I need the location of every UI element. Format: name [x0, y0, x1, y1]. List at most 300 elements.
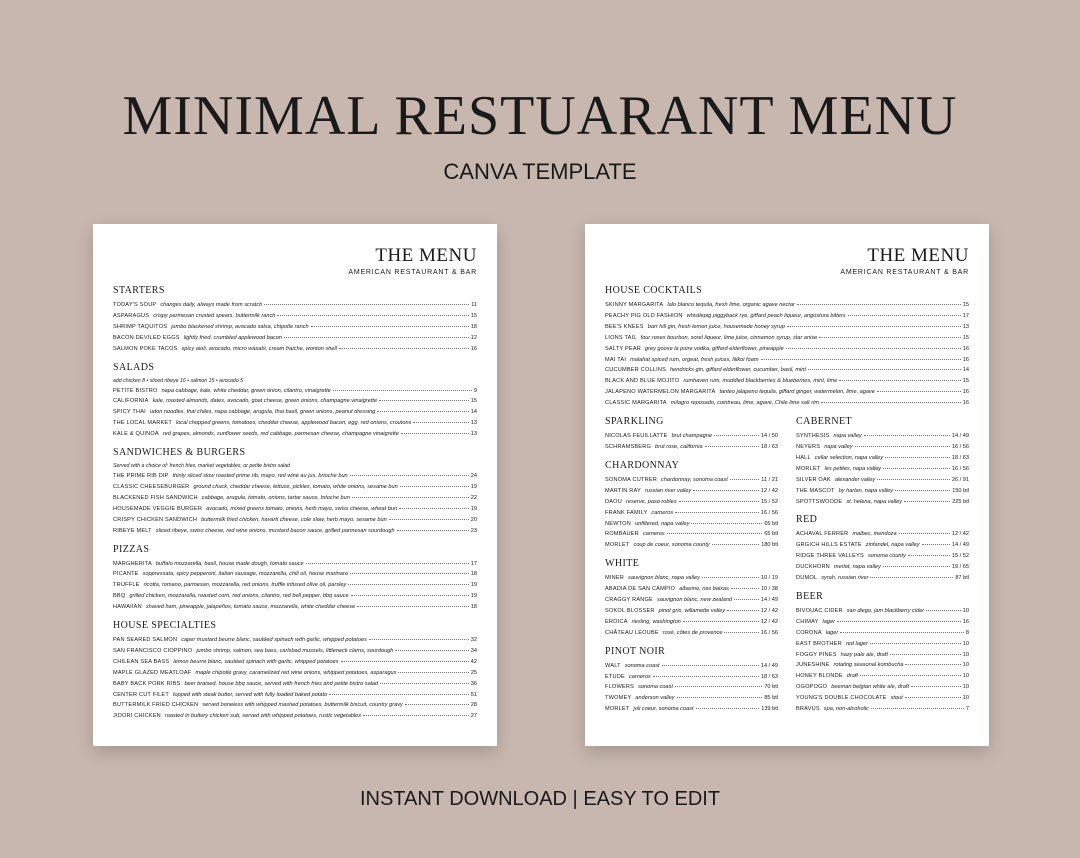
item-name: CLASSIC MARGARITA — [605, 400, 667, 407]
item-description: spicy aioli, avocado, micro wasabi, cream fraiche, wonton shell — [181, 345, 337, 352]
item-description: ricotta, romano, parmesan, mozzarella, red onions, truffle infused olive oil, parsley — [143, 582, 347, 589]
item-name: ABADIA DE SAN CAMPIO — [605, 586, 676, 593]
item-name: SAN FRANCISCO CIOPPINO — [113, 647, 193, 654]
item-description: lemon beurre blanc, sautéed spinach with garlic, whipped potatoes — [173, 658, 339, 665]
item-description: caper mustard beurre blanc, sautéed spinach with garlic, whipped potatoes — [181, 637, 367, 644]
item-description: reserve, paso robles — [625, 498, 677, 505]
item-price: 10 — [962, 695, 969, 702]
item-description: milagro reposado, cointreau, lime, agave, Chile lime salt rim — [670, 400, 820, 407]
menu-item — [605, 322, 969, 333]
menu-item — [605, 595, 778, 606]
item-description: pinot gris, willamette valley — [658, 607, 726, 614]
dot-leader — [724, 632, 758, 633]
item-description: chardonnay, sonoma coast — [661, 476, 728, 483]
dot-leader — [908, 555, 950, 556]
dot-leader — [653, 676, 759, 677]
item-name: MAI TAI — [605, 356, 627, 363]
item-price: 18 — [470, 571, 477, 578]
item-price: 12 / 42 — [951, 531, 969, 538]
dot-leader — [351, 595, 469, 596]
item-description: lalo blanco tequila, fresh lime, organic agave nectar — [667, 302, 795, 308]
menu-item — [605, 628, 778, 639]
menu-item — [605, 606, 778, 617]
item-price: 16 / 56 — [951, 443, 969, 450]
menu-item — [605, 376, 969, 387]
section-title: CHARDONNAY — [605, 459, 680, 471]
dot-leader — [311, 326, 469, 327]
item-name: THE PRIME RIB DIP — [113, 473, 169, 480]
item-name: MORLET — [605, 706, 630, 713]
section-note: add chicken 8 • sliced ribeye 16 • salmon 15 • avocado 5 — [113, 377, 244, 384]
item-description: beeman belgian white ale, draft — [831, 684, 909, 691]
dot-leader — [413, 422, 468, 423]
menu-item — [796, 431, 969, 442]
item-name: CALIFORNIA — [113, 398, 149, 405]
dot-leader — [284, 337, 469, 338]
menu-item — [113, 322, 477, 333]
menu-subtitle: AMERICAN RESTAURANT & BAR — [840, 269, 969, 276]
item-name: GRGICH HILLS ESTATE — [796, 542, 862, 549]
item-price: 10 — [962, 673, 969, 680]
menu-item — [796, 693, 969, 704]
item-description: spa, non-alcoholic — [823, 706, 869, 713]
item-name: SYNTHESIS — [796, 433, 830, 440]
item-description: riesling, washington — [631, 618, 681, 625]
menu-item — [113, 690, 477, 701]
item-price: 23 — [470, 527, 477, 534]
item-description: beer braised, house bbq sauce, served with french fries and petite bistro salad — [184, 680, 379, 687]
menu-item — [113, 386, 477, 397]
item-price: 65 btl — [764, 531, 778, 538]
menu-item — [605, 365, 969, 376]
item-description: brut champagne — [671, 433, 712, 440]
item-description: syrah, russian river — [821, 575, 869, 582]
item-name: MARTIN RAY — [605, 487, 641, 494]
item-price: 25 — [470, 669, 477, 676]
item-description: brut rose, california — [655, 443, 703, 450]
item-description: napa valley — [833, 433, 862, 440]
item-description: four roses bourbon, sorel liqueur, lime juice, cinnamon syrup, star anise — [640, 334, 818, 341]
menu-item — [796, 617, 969, 628]
dot-leader — [389, 519, 469, 520]
item-name: SKINNY MARGARITA — [605, 302, 664, 308]
menu-item — [113, 407, 477, 418]
item-price: 10 — [962, 684, 969, 691]
item-price: 10 — [962, 640, 969, 647]
cocktails-section — [605, 284, 969, 409]
item-price: 12 / 42 — [760, 487, 778, 494]
item-name: BLACK AND BLUE MOJITO — [605, 378, 680, 385]
menu-item — [605, 661, 778, 672]
menu-item — [796, 475, 969, 486]
dot-leader — [306, 563, 469, 564]
item-price: 14 — [470, 409, 477, 416]
item-name: SCHRAMSBERG — [605, 443, 652, 450]
item-price: 12 / 42 — [760, 618, 778, 625]
dot-leader — [839, 380, 961, 381]
dot-leader — [675, 512, 759, 513]
dot-leader — [734, 599, 759, 600]
item-name: SPICY THAI — [113, 409, 146, 416]
item-description: sauvignon blanc, napa valley — [628, 575, 700, 582]
menu-item — [796, 453, 969, 464]
item-name: TODAY'S SOUP — [113, 302, 157, 308]
section-title: RED — [796, 514, 818, 526]
menu-item — [605, 508, 778, 519]
footer-text: INSTANT DOWNLOAD | EASY TO EDIT — [359, 788, 721, 810]
item-name: TWOMEY — [605, 695, 632, 702]
menu-item — [605, 693, 778, 704]
section-title: PINOT NOIR — [605, 645, 666, 657]
dot-leader — [677, 697, 763, 698]
item-description: thinly sliced slow roasted prime rib, mayo, red wine au jus, brioche bun — [172, 473, 348, 480]
dot-leader — [696, 708, 760, 709]
menu-item — [605, 584, 778, 595]
dot-leader — [352, 497, 469, 498]
item-name: DAOU — [605, 498, 622, 505]
item-price: 51 — [470, 691, 477, 698]
menu-item — [113, 482, 477, 493]
item-description: stout — [890, 695, 903, 702]
item-name: PETITE BISTRO — [113, 387, 158, 394]
item-description: carneros — [628, 673, 651, 680]
item-price: 10 — [962, 662, 969, 669]
item-name: ASPARAGUS — [113, 312, 150, 319]
dot-leader — [727, 610, 759, 611]
dot-leader — [405, 704, 469, 705]
item-description: merlot, napa valley — [833, 564, 881, 571]
item-name: CHÂTEAU LÉOUBE — [605, 629, 659, 636]
item-description: red lager — [845, 640, 868, 647]
item-price: 15 / 52 — [760, 498, 778, 505]
dot-leader — [341, 661, 469, 662]
dot-leader — [333, 390, 472, 391]
item-name: HOUSEMADE VEGGIE BURGER — [113, 505, 203, 512]
item-price: 15 — [962, 302, 969, 308]
item-description: anderson valley — [635, 695, 675, 702]
hero-title: MINIMAL RESTUARANT MENU — [122, 85, 958, 147]
item-description: lightly fried, crumbled applewood bacon — [183, 334, 282, 341]
item-description: served boneless with whipped mashed potatoes, buttermilk biscuit, country gravy — [202, 702, 403, 709]
item-price: 34 — [470, 647, 477, 654]
item-name: BIVOUAC CIDER — [796, 607, 843, 614]
item-price: 14 — [962, 367, 969, 374]
item-description: buffalo mozzarella, basil, house made dough, tomato sauce — [155, 560, 304, 567]
item-name: CENTER CUT FILET — [113, 691, 169, 698]
section-note: Served with a choice of: french fries, market vegetables, or petite bistro salad — [113, 463, 291, 470]
dot-leader — [855, 446, 950, 447]
item-name: ROMBAUER — [605, 531, 639, 538]
item-name: HALL — [796, 454, 811, 461]
dot-leader — [926, 610, 961, 611]
menu-subtitle: AMERICAN RESTAURANT & BAR — [348, 269, 477, 276]
menu-item — [796, 671, 969, 682]
item-price: 24 — [470, 473, 477, 480]
dot-leader — [401, 433, 469, 434]
wine-column-left — [605, 409, 778, 715]
item-name: MORLET — [605, 542, 630, 549]
item-name: BBQ — [113, 593, 126, 600]
item-name: CUCUMBER COLLINS — [605, 367, 667, 374]
dot-leader — [797, 304, 961, 305]
dot-leader — [870, 643, 961, 644]
menu-item — [113, 602, 477, 613]
menu-item — [113, 668, 477, 679]
item-description: napa valley — [824, 443, 853, 450]
item-description: local chopped greens, tomatoes, cheddar cheese, applewood bacon, egg, red onions, croutons — [175, 420, 412, 427]
menu-item — [605, 431, 778, 442]
menu-item — [605, 704, 778, 715]
item-description: ground chuck, cheddar cheese, lettuce, pickles, tomato, white onions, sesame bun — [193, 483, 398, 490]
dot-leader — [870, 577, 953, 578]
item-description: topped with steak butter, served with fully loaded baked potato — [172, 691, 328, 698]
item-price: 14 / 49 — [951, 542, 969, 549]
dot-leader — [377, 411, 468, 412]
section-title: SALADS — [113, 361, 155, 373]
menu-item — [113, 580, 477, 591]
item-price: 19 — [470, 505, 477, 512]
dot-leader — [683, 621, 759, 622]
item-price: 10 / 38 — [760, 586, 778, 593]
item-name: SPOTTSWOODE — [796, 498, 843, 505]
menu-item — [605, 497, 778, 508]
section-title: PIZZAS — [113, 543, 150, 555]
menu-item — [605, 475, 778, 486]
item-name: RIDGE THREE VALLEYS — [796, 553, 864, 560]
item-price: 15 — [470, 398, 477, 405]
menu-item — [796, 682, 969, 693]
item-name: CLASSIC CHEESEBURGER — [113, 483, 190, 490]
dot-leader — [848, 315, 961, 316]
item-name: NEWTON — [605, 520, 631, 527]
menu-item — [113, 333, 477, 344]
item-name: MORLET — [796, 465, 821, 472]
item-description: cabbage, arugula, tomato, onions, tartar sauce, brioche bun — [201, 494, 350, 501]
item-name: BACON DEVILED EGGS — [113, 334, 180, 341]
item-name: BEE'S KNEES — [605, 323, 644, 330]
menu-item — [113, 635, 477, 646]
item-name: CRAGGY RANGE — [605, 597, 653, 604]
item-price: 87 btl — [955, 575, 969, 582]
item-name: TRUFFLE — [113, 582, 140, 589]
menu-item — [113, 344, 477, 355]
dot-leader — [712, 544, 760, 545]
menu-item — [605, 311, 969, 322]
item-name: KALE & QUINOA — [113, 431, 159, 438]
menu-item — [113, 429, 477, 440]
item-price: 18 / 63 — [760, 673, 778, 680]
menu-item — [113, 711, 477, 722]
dot-leader — [899, 533, 950, 534]
item-description: albarino, rias baixas — [679, 586, 729, 593]
item-price: 16 — [962, 400, 969, 407]
menu-item — [605, 387, 969, 398]
dot-leader — [339, 348, 469, 349]
dot-leader — [871, 708, 964, 709]
item-price: 7 — [965, 706, 969, 713]
dot-leader — [357, 606, 469, 607]
item-price: 16 / 56 — [760, 509, 778, 516]
wine-column-right — [796, 409, 969, 715]
item-description: san diego, jam blackberry cider — [846, 607, 925, 614]
dot-leader — [398, 672, 468, 673]
dot-leader — [679, 501, 759, 502]
item-name: HONEY BLONDE — [796, 673, 843, 680]
section-title: BEER — [796, 590, 824, 602]
item-description: lager — [825, 629, 839, 636]
menu-item — [796, 639, 969, 650]
dot-leader — [787, 326, 961, 327]
item-price: 14 / 49 — [760, 662, 778, 669]
item-price: 16 — [962, 345, 969, 352]
item-description: hazy pale ale, draft — [840, 651, 888, 658]
menu-item — [605, 672, 778, 683]
item-description: sauvignon blanc, new zealand — [657, 597, 732, 604]
menu-item — [605, 355, 969, 366]
item-price: 10 / 19 — [760, 575, 778, 582]
item-description: russian river valley — [644, 487, 692, 494]
wine-beer-columns — [605, 409, 969, 715]
dot-leader — [905, 664, 960, 665]
dot-leader — [864, 435, 950, 436]
item-price: 18 / 63 — [951, 454, 969, 461]
item-price: 8 — [965, 629, 969, 636]
menu-title: THE MENU — [375, 245, 477, 266]
menu-item — [796, 562, 969, 573]
dot-leader — [691, 523, 762, 524]
dot-leader — [808, 369, 961, 370]
item-name: HAWAIIAN — [113, 604, 142, 611]
dot-leader — [883, 566, 950, 567]
item-description: sonoma coast — [638, 684, 673, 691]
menu-item — [113, 504, 477, 515]
menu-item — [605, 519, 778, 530]
item-description: crispy parmesan crusted spears, buttermilk ranch — [153, 312, 276, 319]
item-price: 12 — [470, 334, 477, 341]
section-title: CABERNET — [796, 416, 852, 428]
item-price: 32 — [470, 637, 477, 644]
menu-item — [605, 442, 778, 453]
item-name: PEACHY PIG OLD FASHION — [605, 312, 683, 319]
item-description: unfiltered, napa valley — [634, 520, 690, 527]
item-description: malbec, mendoza — [852, 531, 897, 538]
item-name: NICOLAS FEUILLATTE — [605, 433, 668, 440]
item-description: sliced ribeye, swiss cheese, red wine onions, mustard bacon sauce, grilled parmesan sourdough — [155, 527, 395, 534]
item-name: OGOPOGO — [796, 684, 828, 691]
item-price: 10 — [962, 607, 969, 614]
section-title: WHITE — [605, 558, 640, 570]
dot-leader — [819, 337, 961, 338]
item-price: 27 — [470, 713, 477, 720]
item-description: sonoma coast — [624, 662, 660, 669]
item-name: ETUDE — [605, 673, 625, 680]
item-name: THE LOCAL MARKET — [113, 420, 172, 427]
menu-item — [605, 486, 778, 497]
item-name: SOKOL BLOSSER — [605, 607, 655, 614]
item-description: rotating seasonal kombucha — [833, 662, 904, 669]
section-title: SPARKLING — [605, 416, 664, 428]
item-price: 19 — [470, 582, 477, 589]
item-description: cellar selection, napa valley — [814, 454, 884, 461]
dot-leader — [662, 665, 759, 666]
dot-leader — [877, 479, 950, 480]
item-price: 19 / 65 — [951, 564, 969, 571]
item-price: 17 — [470, 560, 477, 567]
item-name: THE MASCOT — [796, 487, 835, 494]
item-price: 42 — [470, 658, 477, 665]
menu-item — [796, 573, 969, 584]
menu-item — [796, 551, 969, 562]
item-name: SONOMA CUTRER — [605, 476, 658, 483]
item-name: CORONA — [796, 629, 822, 636]
item-price: 20 — [470, 516, 477, 523]
section-title: HOUSE COCKTAILS — [605, 285, 703, 296]
item-price: 19 — [470, 483, 477, 490]
item-price: 15 — [962, 378, 969, 385]
item-name: WALT — [605, 662, 621, 669]
dot-leader — [837, 621, 961, 622]
item-price: 14 / 49 — [951, 433, 969, 440]
dot-leader — [264, 304, 469, 305]
dot-leader — [922, 544, 950, 545]
item-name: JUNESHINE — [796, 662, 830, 669]
item-price: 15 — [962, 334, 969, 341]
item-description: napa cabbage, kale, white cheddar, green onion, cilantro, vinaigrette — [161, 387, 331, 394]
menu-item — [113, 559, 477, 570]
item-description: les petites, napa valley — [824, 465, 882, 472]
item-description: lager — [822, 618, 835, 625]
item-name: DUMOL — [796, 575, 818, 582]
dot-leader — [350, 573, 469, 574]
dot-leader — [350, 475, 469, 476]
dot-leader — [363, 715, 469, 716]
item-name: FLOWERS — [605, 684, 635, 691]
item-price: 16 — [470, 345, 477, 352]
item-price: 9 — [473, 387, 477, 394]
menu-item — [605, 529, 778, 540]
dot-leader — [369, 639, 469, 640]
item-description: alexander valley — [834, 476, 876, 483]
food-menu-page — [93, 224, 497, 746]
item-name: MAPLE GLAZED MEATLOAF — [113, 669, 192, 676]
dot-leader — [379, 400, 469, 401]
menu-item — [796, 486, 969, 497]
item-price: 10 — [962, 651, 969, 658]
dot-leader — [904, 501, 950, 502]
item-name: FRANK FAMILY — [605, 509, 648, 516]
item-price: 11 — [471, 302, 477, 308]
item-name: NEYERS — [796, 443, 821, 450]
dot-leader — [905, 697, 961, 698]
menu-item — [113, 591, 477, 602]
dot-leader — [860, 675, 961, 676]
item-description: udon noodles, thai chiles, napa cabbage, arugula, thai basil, green onions, peanut dressing — [149, 409, 376, 416]
dot-leader — [675, 686, 762, 687]
item-price: 16 — [962, 389, 969, 396]
dot-leader — [702, 577, 759, 578]
drinks-menu-page — [585, 224, 989, 746]
section-title: SANDWICHES & BURGERS — [113, 447, 246, 459]
item-price: 13 — [470, 431, 477, 438]
item-price: 19 — [470, 593, 477, 600]
dot-leader — [693, 490, 759, 491]
item-description: draft — [846, 673, 858, 680]
item-description: by harlan, napa valley — [838, 487, 894, 494]
dot-leader — [277, 315, 468, 316]
item-name: BUTTERMILK FRIED CHICKEN — [113, 702, 199, 709]
menu-item — [605, 344, 969, 355]
item-name: FOGGY PINES — [796, 651, 837, 658]
